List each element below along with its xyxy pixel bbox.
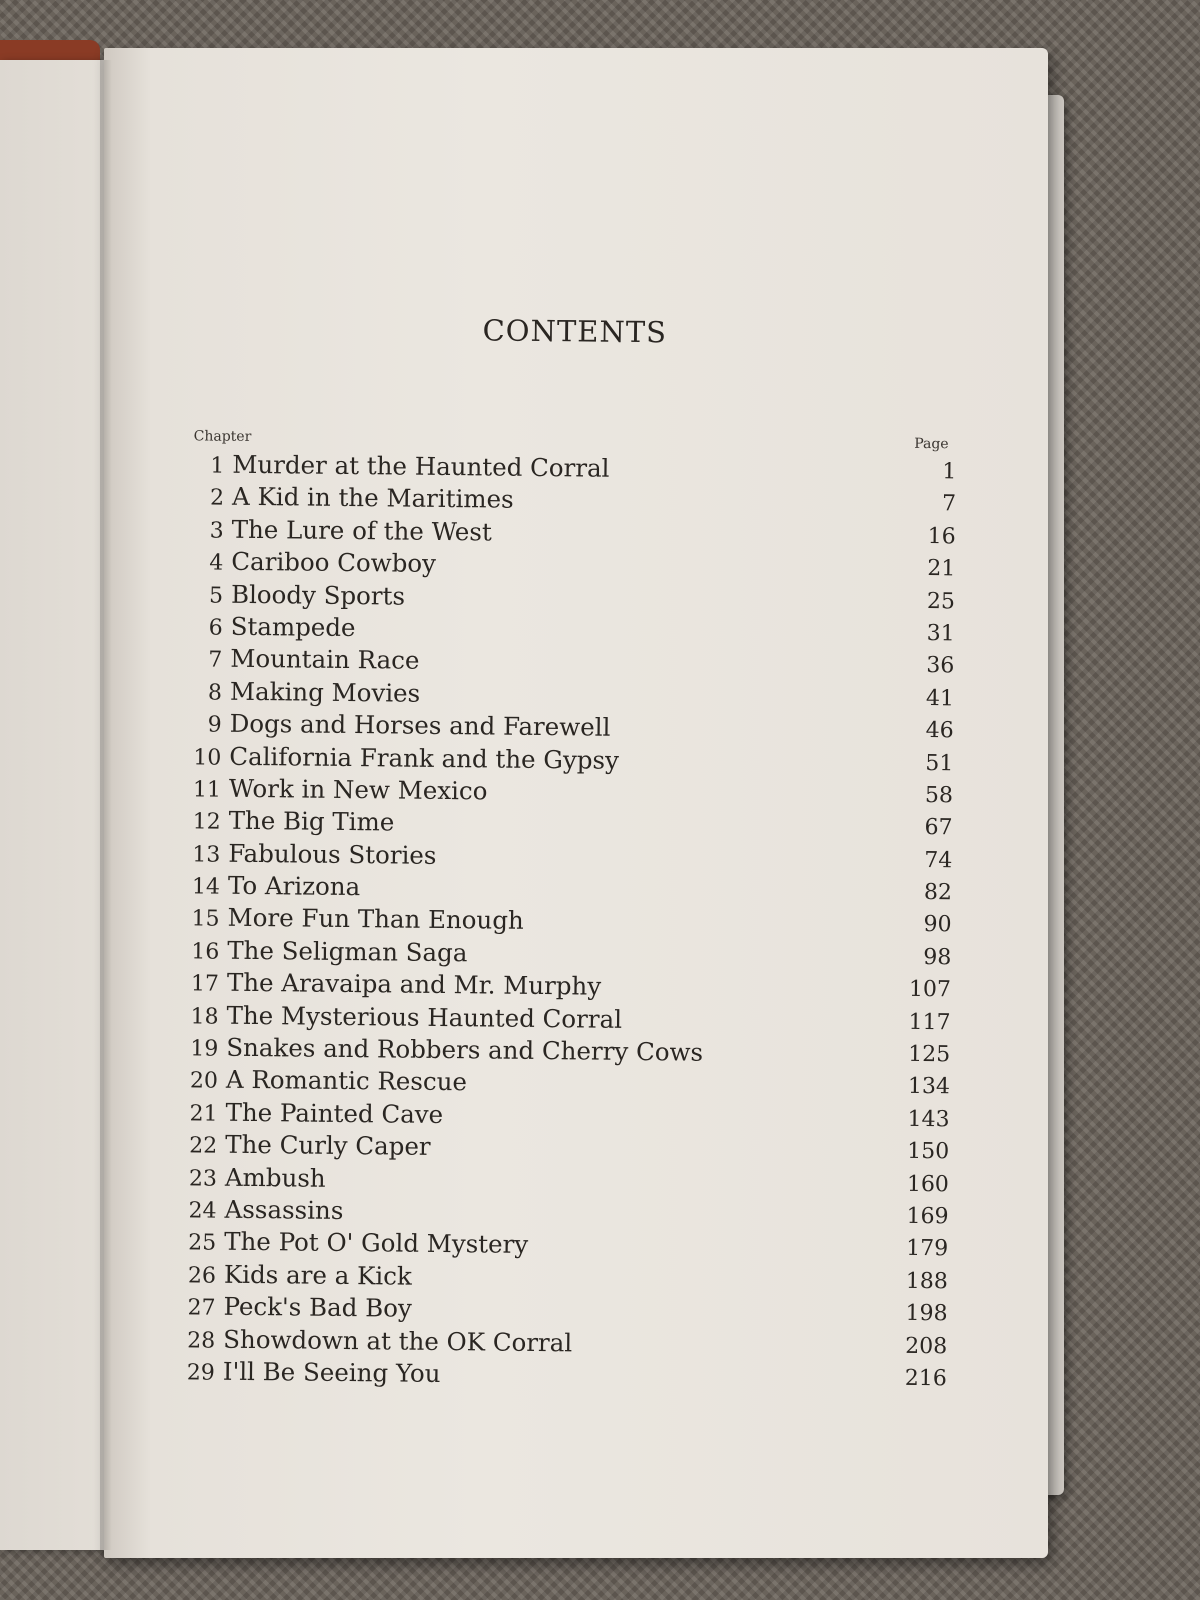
chapter-title: Snakes and Robbers and Cherry Cows (226, 1032, 704, 1067)
chapter-title: Peck's Bad Boy (223, 1291, 412, 1323)
chapter-number: 3 (209, 518, 224, 544)
chapter-number: 18 (190, 1004, 219, 1030)
chapter-title: The Lure of the West (231, 514, 492, 547)
chapter-number: 21 (189, 1101, 218, 1127)
chapter-title: Dogs and Horses and Farewell (229, 708, 611, 742)
chapter-number: 16 (191, 939, 220, 965)
chapter-page-number: 169 (906, 1203, 949, 1230)
chapter-page-number: 82 (923, 880, 953, 906)
chapter-title: I'll Be Seeing You (222, 1356, 441, 1388)
chapter-page-number: 1 (942, 459, 957, 485)
chapter-title: Stampede (230, 611, 356, 643)
chapter-number: 6 (208, 615, 223, 641)
chapter-page-number: 74 (924, 847, 953, 874)
chapter-title: The Aravaipa and Mr. Murphy (226, 967, 602, 1001)
chapter-column-header: Chapter (193, 428, 252, 445)
chapter-title: Assassins (224, 1194, 344, 1225)
chapter-page-number: 216 (904, 1365, 947, 1392)
chapter-page-number: 16 (927, 523, 956, 550)
chapter-title: The Painted Cave (225, 1097, 444, 1129)
chapter-page-number: 143 (907, 1106, 950, 1133)
chapter-number: 25 (188, 1230, 217, 1257)
chapter-title: The Mysterious Haunted Corral (226, 1000, 623, 1034)
chapter-number: 27 (187, 1295, 216, 1321)
toc-list (179, 448, 969, 1395)
page-gutter (100, 60, 112, 1550)
chapter-number: 12 (192, 809, 221, 835)
chapter-number: 28 (187, 1327, 216, 1354)
chapter-page-number: 117 (908, 1009, 951, 1035)
chapter-number: 5 (208, 583, 224, 609)
chapter-number: 10 (193, 744, 222, 771)
chapter-page-number: 150 (907, 1139, 950, 1165)
toc-entry (179, 1355, 959, 1396)
chapter-number: 13 (192, 842, 221, 868)
page-title: CONTENTS (482, 313, 668, 350)
chapter-page-number: 67 (924, 815, 953, 841)
chapter-page-number: 188 (905, 1268, 949, 1295)
chapter-page-number: 51 (925, 750, 954, 776)
chapter-page-number: 198 (905, 1301, 948, 1327)
chapter-title: Murder at the Haunted Corral (232, 449, 610, 483)
chapter-page-number: 58 (924, 782, 954, 809)
chapter-title: To Arizona (227, 870, 361, 902)
chapter-page-number: 160 (906, 1171, 950, 1197)
chapter-number: 2 (209, 485, 225, 512)
chapter-number: 1 (210, 453, 225, 479)
chapter-title: A Romantic Rescue (225, 1065, 468, 1097)
chapter-number: 8 (207, 680, 223, 706)
chapter-page-number: 125 (908, 1041, 951, 1068)
chapter-page-number: 31 (926, 620, 955, 647)
chapter-number: 11 (192, 777, 222, 803)
chapter-page-number: 46 (925, 718, 954, 744)
chapter-title: Mountain Race (230, 644, 420, 676)
chapter-page-number: 21 (927, 556, 956, 582)
chapter-page-number: 25 (926, 588, 956, 614)
chapter-number: 17 (190, 971, 220, 997)
chapter-title: Showdown at the OK Corral (223, 1324, 573, 1357)
chapter-title: California Frank and the Gypsy (229, 741, 620, 775)
chapter-page-number: 36 (926, 653, 955, 679)
chapter-page-number: 179 (906, 1236, 949, 1262)
chapter-number: 15 (191, 906, 220, 933)
chapter-title: More Fun Than Enough (227, 903, 524, 936)
chapter-number: 20 (189, 1068, 219, 1095)
chapter-page-number: 134 (907, 1074, 951, 1100)
chapter-number: 4 (209, 550, 224, 576)
chapter-number: 26 (187, 1263, 217, 1289)
chapter-number: 22 (189, 1133, 218, 1159)
chapter-page-number: 98 (923, 944, 952, 971)
chapter-title: Cariboo Cowboy (231, 546, 437, 579)
chapter-title: The Curly Caper (225, 1129, 431, 1162)
page-column-header: Page (914, 435, 949, 453)
chapter-number: 23 (188, 1165, 218, 1192)
chapter-title: Ambush (224, 1162, 326, 1193)
chapter-title: A Kid in the Maritimes (231, 482, 514, 515)
chapter-number: 9 (207, 712, 222, 738)
chapter-number: 29 (186, 1360, 216, 1386)
chapter-page-number: 107 (908, 977, 952, 1003)
table-of-contents (148, 310, 969, 1418)
chapter-title: Making Movies (229, 676, 421, 708)
chapter-number: 24 (188, 1198, 217, 1224)
chapter-title: Fabulous Stories (228, 838, 437, 870)
chapter-page-number: 208 (905, 1333, 948, 1359)
chapter-page-number: 90 (923, 912, 952, 938)
chapter-title: The Pot O' Gold Mystery (224, 1227, 529, 1260)
chapter-title: Kids are a Kick (223, 1259, 412, 1291)
chapter-page-number: 7 (941, 491, 957, 517)
chapter-title: Bloody Sports (230, 579, 406, 611)
chapter-page-number: 41 (925, 685, 955, 712)
chapter-number: 14 (191, 874, 221, 900)
chapter-number: 19 (190, 1036, 219, 1062)
chapter-title: The Seligman Saga (227, 935, 468, 968)
chapter-number: 7 (208, 647, 223, 674)
chapter-title: Work in New Mexico (228, 773, 488, 806)
chapter-title: The Big Time (228, 806, 395, 837)
